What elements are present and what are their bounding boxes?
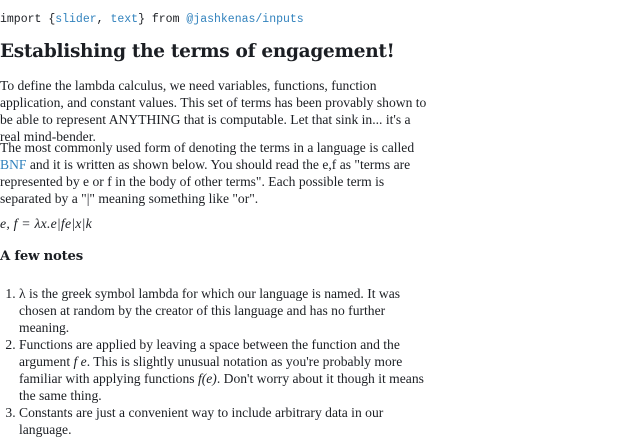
bnf-paragraph-text-after: and it is written as shown below. You should read the e,f as "terms are represented by e or f in the body of other terms". Each possible term is separated by a "|" meaning something like "or". [0, 157, 411, 206]
note-text: . Don't worry about it though it means the same thing. [19, 371, 424, 403]
bnf-link[interactable]: BNF [0, 157, 27, 172]
module-link[interactable]: @jashkenas/inputs [186, 13, 304, 26]
note-item-application [19, 336, 431, 404]
import-keyword: import [0, 13, 49, 26]
note-emphasis-f-of-e: f(e) [197, 371, 217, 386]
page-title: Establishing the terms of engagement! [0, 41, 395, 62]
note-emphasis-fe: f e [73, 354, 87, 369]
intro-paragraph: To define the lambda calculus, we need variables, functions, function application, and constant values. This set of terms has been provably shown to be able to represent ANYTHING that is computable. Let that sink in... it's a real mind-bender. [0, 78, 427, 144]
note-item-lambda: 1. λ is the greek symbol lambda for which our language is named. It was chosen at random by the creator of this language and has no further meaning. [19, 285, 431, 336]
import-code-cell[interactable] [0, 13, 304, 26]
notes-heading: A few notes [0, 249, 83, 264]
brace-close: } [138, 13, 145, 26]
from-keyword: from [144, 13, 187, 26]
brace-open: { [48, 13, 56, 26]
note-item-constants: 3. Constants are just a convenient way to include arbitrary data in our language. [19, 404, 431, 438]
import-identifier-slider: slider [55, 13, 97, 26]
import-identifier-text: text [110, 13, 139, 26]
notes-list [0, 285, 431, 438]
note-text: Functions are applied by leaving a space between the function and the argument [19, 337, 400, 369]
bnf-formula: e, f = λx.e|fe|x|k [0, 216, 92, 231]
note-text: . This is slightly unusual notation as you're probably more familiar with applying functions [19, 354, 403, 386]
bnf-paragraph-text-before: The most commonly used form of denoting the terms in a language is called [0, 140, 415, 155]
bnf-paragraph [0, 139, 430, 207]
comma: , [96, 13, 111, 26]
